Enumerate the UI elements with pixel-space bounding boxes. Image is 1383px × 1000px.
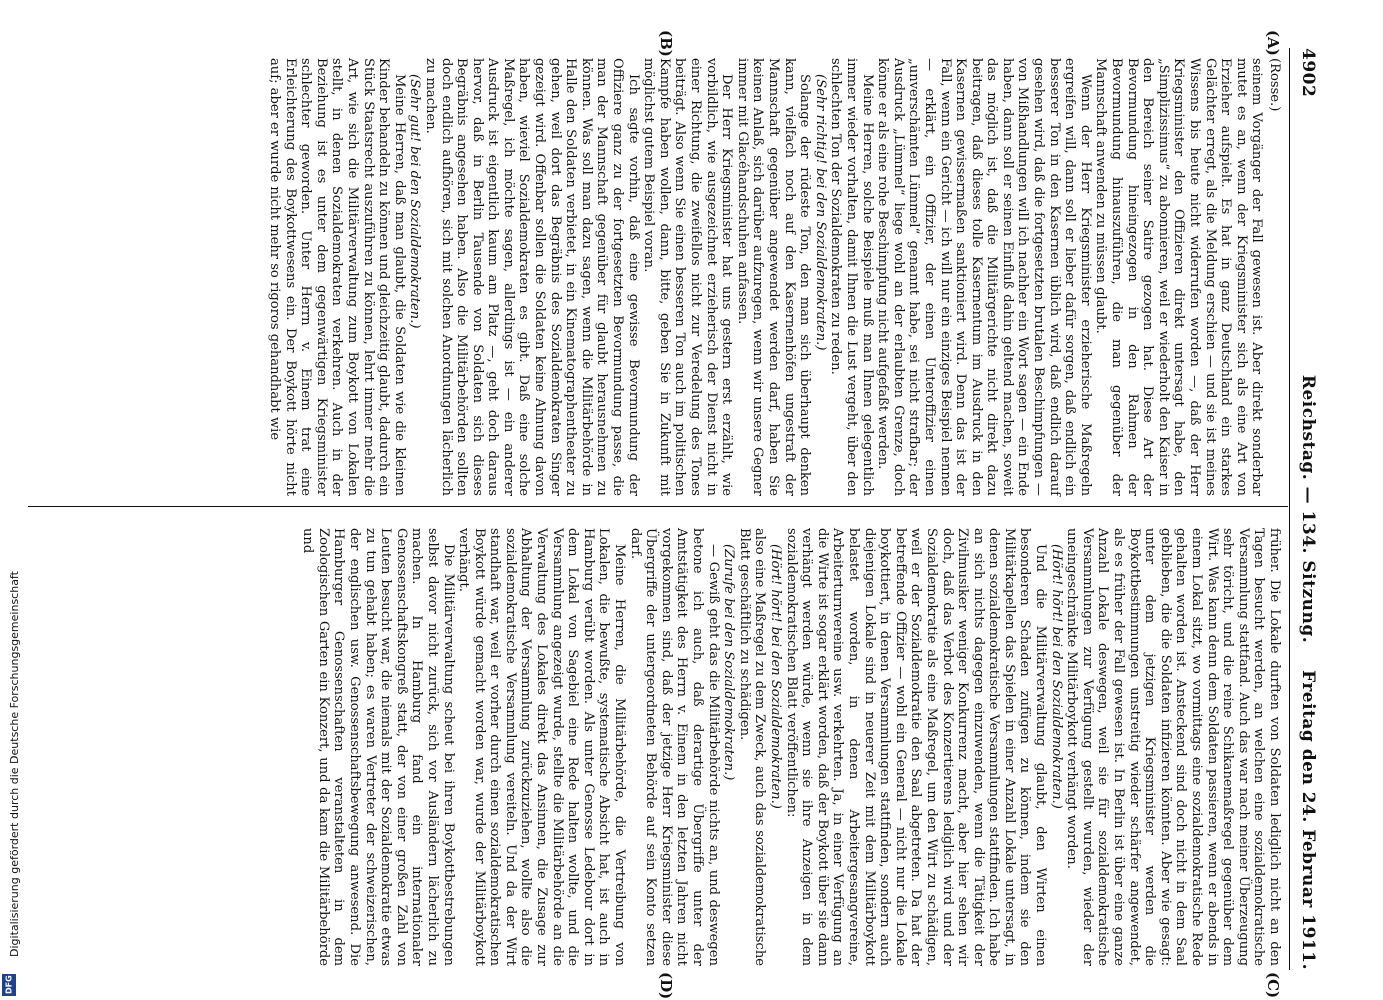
interjection: (Sehr richtig! bei den Sozialdemokraten.) <box>812 74 828 351</box>
margin-mark-a: (A) <box>1264 30 1282 56</box>
session-title: Reichstag. — 134. Sitzung. <box>1298 374 1318 644</box>
paragraph: früher. Die Lokale durften von Soldaten lediglich nicht an den Tagen besucht werden, an welchen eine sozialdemokratische Versammlung stattfand. Auch das war nach meiner Überzeugung sehr töricht, und die reine Schikanemaßregel gegenüber dem Wirt. Was kann denn dem Soldaten passieren, wenn er abends in einem Lokal sitzt, wo vormittags eine sozialdemokratische Rede gehalten worden ist. Ansteckend sind doch nicht in dem Saal geblieben, die die Soldaten infizieren könnten. Aber wie gesagt: unter dem jetzigen Kriegsminister werden die Boykottbestimmungen unstreitig wieder schärfer angewendet, als es früher der Fall gewesen ist. In Berlin ist über eine ganze Anzahl Lokale deswegen, weil sie für sozialdemokratische Versammlungen zur Verfügung gestellt wurden, wieder der uneingeschränkte Militärboykott verhängt worden. <box>1064 528 1282 966</box>
interjection: (Sehr gut! bei den Sozialdemokraten.) <box>407 74 423 329</box>
paragraph: Die Militärverwaltung scheut bei ihren Boykottbestrebungen selbst davor nicht zurück, sich vor Ausländern lächerlich zu machen. In Hamburg fand ein internationaler Genossenschaftskongreß statt, der von einer großen Zahl von Leuten besucht war, die niemals mit der Sozialdemokratie etwas zu tun gehabt haben; es waren Vertreter der schweizerischen, der englischen usw. Genossenschaftsbewegung anwesend. Die Hamburger Genossenschaften veranstalteten in dem Zoologischen Garten ein Konzert, und da kam die Militärbehörde und <box>300 528 456 966</box>
paragraph: seinem Vorgänger der Fall gewesen ist. Aber direkt sonderbar mutet es an, wenn der Kriegsminister sich als eine Art von Erzieher aufspielt. Es hat in ganz Deutschland ein starkes Gelächter erregt, als die Meldung erschien — und sie ist meines Wissens bis heute nicht widerrufen worden —, daß der Herr Kriegsminister den Offizieren direkt untersagt habe, den „Simplizissimus“ zu abonnieren, weil er wiederholt den Kaiser in den Bereich seiner Satire gezogen hat. Diese Art der Bevormundung hineingezogen in den Rahmen der Bevormundung hinauszuführen, die man gegenüber der Mannschaft anwenden zu müssen glaubt. <box>1093 58 1265 496</box>
header-rule <box>1289 48 1290 970</box>
margin-mark-b: (B) <box>657 30 675 57</box>
margin-mark-d: (D) <box>657 972 675 1000</box>
interjection: (Zurufe bei den Sozialdemokraten.) <box>721 544 737 781</box>
page-number: 4902 <box>1298 48 1318 98</box>
paragraph: Wenn der Herr Kriegsminister erzieherische Maßregeln ergreifen will, dann soll er lieber dafür sorgen, daß endlich ein besserer Ton in den Kasernen üblich wird, daß endlich darauf gesehen wird, daß die fortgesetzten brutalen Beschimpfungen — von Mißhandlungen will ich nachher ein Wort sagen — ein Ende haben, dann soll er seinen Einfluß dahin geltend machen, soweit das möglich ist, daß die Militärgerichte nicht direkt dazu beitragen, daß dieses tolle Kasernentum im Ausdruck in den Kasernen gewissermaßen sanktioniert wird. Denn das ist der Fall, wenn ein Gericht — ich will nur ein einziges Beispiel nennen — erklärt, ein Offizier, der einen Unteroffizier einen „unverschämten Lümmel“ genannt habe, sei nicht strafbar; der Ausdruck „Lümmel“ liege wohl an der erlaubten Grenze, doch könne er als eine rohe Beschimpfung nicht aufgefaßt werden. <box>875 58 1093 496</box>
paragraph: also eine Maßregel zu dem Zweck, auch das sozialdemokratische Blatt geschäftlich zu schädigen. <box>736 528 768 966</box>
paragraph: Meine Herren, daß man glaubt, die Soldaten wie die kleinen Kinder behandeln zu können und gleichzeitig glaubt, dadurch ein Stück Staatsrecht auszuführen zu können, lehrt immer mehr die Art, wie sich die Militärverwaltung zum Boykott von Lokalen stellt, in denen Sozialdemokraten verkehren. Auch in der Beziehung ist es unter dem gegenwärtigen Kriegsminister schlechter geworden. Unter Herrn v. Einem trat eine Erleichterung des Boykottwesens ein. Der Boykott hörte nicht auf; aber er wurde nicht mehr so rigoros gehandhabt wie <box>267 58 407 496</box>
paragraph: Ich sagte vorhin, daß eine gewisse Bevormundung der Offiziere ganz zu der fortgesetzten Bevormundung passe, die man der Mannschaft gegenüber für glaubt herausnehmen zu können. Was soll man dazu sagen, wenn die Militärbehörde in Halle den Soldaten verbietet, in ein Kinematographentheater zu gehen, weil dort das Begräbnis des Sozialdemokraten Singer gezeigt wird. Offenbar sollen die Soldaten keine Ahnung davon haben, wieviel Sozialdemokraten es gibt. Daß eine solche Maßregel, ich möchte sagen, allerdings ist — ein anderer Ausdruck ist eigentlich kaum am Platz —, geht doch daraus hervor, daß in Berlin Tausende von Soldaten sich dieses Begräbnis angesehen haben. Also die Militärbehörden sollten doch endlich aufhören, sich mit solchen Anordnungen lächerlich zu machen. <box>422 58 641 496</box>
paragraph: Solange der rüdeste Ton, den man sich überhaupt denken kann, vielfach noch auf den Kasernenhöfen ungestraft der Mannschaft gegenüber angewendet werden darf, haben Sie keinen Anlaß, sich darüber aufzuregen, wenn wir unsere Gegner immer mit Glacéhandschuhen anfassen. <box>734 58 813 496</box>
running-head <box>1292 48 1318 970</box>
left-column <box>266 58 1282 496</box>
dfg-logo: DFG <box>2 974 16 996</box>
paragraph: — Gewiß geht das die Militärbehörde nichts an, und deswegen betone ich auch, daß derartige Übergriffe unter der Amtstätigkeit des Herrn v. Einem in den letzten Jahren nicht vorgekommen sind, daß der jetzige Herr Kriegsminister diese Übergriffe der untergeordneten Behörde auf sein Konto setzen darf. <box>627 528 721 966</box>
right-column <box>300 528 1282 966</box>
margin-mark-c: (C) <box>1264 972 1282 999</box>
interjection: (Hört! hört! bei den Sozialdemokraten.) <box>1048 544 1064 809</box>
speaker-name: (Rosse.) <box>1267 58 1282 112</box>
column-rule <box>28 506 1288 507</box>
digitization-credit: Digitalisierung gefördert durch die Deutsche Forschungsgemeinschaft <box>8 571 21 957</box>
paragraph: Meine Herren, solche Beispiele muß man Ihnen gelegentlich immer wieder vorhalten, damit Ihnen die Lust vergeht, über den schlechten Ton der Sozialdemokraten zu reden. <box>828 58 875 496</box>
interjection: (Hört! hört! bei den Sozialdemokraten.) <box>768 544 783 809</box>
paragraph: Der Herr Kriegsminister hat uns gestern erst erzählt, wie vorbildlich, wie ausgezeichnet erzieherisch der Dienst nicht in einer Richtung, die zweifellos nicht zur Veredelung des Tones beiträgt. Also wenn Sie einen besseren Ton auch im politischen Kampfe haben wollen, dann, bitte, geben Sie in Zukunft mit möglichst gutem Beispiel voran. <box>641 58 735 496</box>
paragraph: Und die Militärverwaltung glaubt, den Wirten einen besonderen Schaden zufügen zu können, indem sie den Militärkapellen das Spielen in einer Anzahl Lokale untersagt, in denen sozialdemokratische Versammlungen stattfinden. Ich habe an sich nichts dagegen einzuwenden, wenn die Tätigkeit der Zivilmusiker weniger Konkurrenz macht, aber hier sehen wir doch, daß das Verbot des Konzertierens lediglich wird und der Sozialdemokratie als eine Maßregel, um den Wirt zu schädigen, weil er der Sozialdemokratie den Saal abgetreten. Da hat der betreffende Offizier — wohl ein General — nicht nur die Lokale boykottiert, in denen Versammlungen stattfinden, sondern auch diejenigen Lokale sind in neuerer Zeit mit dem Militärboykott belastet worden, in denen Arbeitergesangvereine, Arbeiterturnvereine usw. verkehrten. Ja, in einer Verfügung an die Wirte ist sogar erklärt worden, daß der Boykott über sie dann verhängt werden würde, wenn sie ihre Anzeigen in dem sozialdemokratischen Blatt veröffentlichen: <box>783 528 1049 966</box>
session-date: Freitag den 24. Februar 1911. <box>1298 670 1318 970</box>
paragraph: Meine Herren, die Militärbehörde, die Vertreibung von Lokalen, die bewußte, systematische Absicht hat, ist auch in Hamburg verübt worden. Als unter Genosse Ledebour dort in dem Lokal von Sagebiel eine Rede halten wollte, und die Versammlung angezeigt wurde, stellte die Militärbehörde an die Verwaltung des Lokales direkt das Ansinnen, die Zusage zur Abhaltung der Versammlung zurückzuziehen, wollte also die sozialdemokratische Versammlung vereiteln. Und da der Wirt standhaft war, weil er vorher durch einen sozialdemokratischen Boykott würde gemacht worden war, wurde der Militärboykott verhängt. <box>456 528 628 966</box>
